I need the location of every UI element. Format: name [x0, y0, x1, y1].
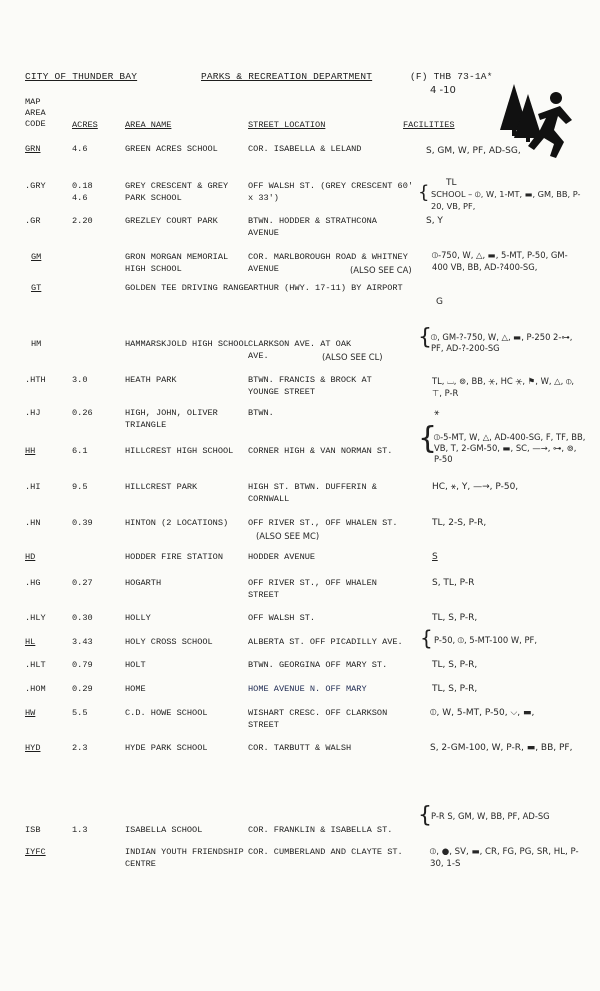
row-facilities: S, GM, W, PF, AD-SG, — [426, 146, 521, 156]
row-acres: 3.43 — [72, 637, 93, 647]
column-header-acres: ACRES — [72, 120, 98, 130]
page-note: 4 -10 — [430, 85, 456, 96]
column-header-location: STREET LOCATION — [248, 120, 326, 130]
row-name: GOLDEN TEE DRIVING RANGE — [125, 283, 249, 293]
row-location: COR. MARLBOROUGH ROAD & WHITNEY AVENUE — [248, 252, 408, 274]
row-name: C.D. HOWE SCHOOL — [125, 708, 208, 718]
row-acres: 2.3 — [72, 743, 88, 753]
row-name: HILLCREST HIGH SCHOOL — [125, 446, 234, 456]
row-acres: 1.3 — [72, 825, 88, 835]
row-location: OFF RIVER ST., OFF WHALEN STREET — [248, 578, 377, 600]
row-facilities: ⦶, ●, SV, ▬, CR, FG, PG, SR, HL, P-30, 1-S — [430, 847, 579, 869]
row-location: BTWN. — [248, 408, 274, 418]
row-location: WISHART CRESC. OFF CLARKSON STREET — [248, 708, 388, 730]
row-location: COR. FRANKLIN & ISABELLA ST. — [248, 825, 393, 835]
row-location: COR. TARBUTT & WALSH — [248, 743, 352, 753]
row-facilities: ⦶-750, W, △, ▬, 5-MT, P-50, GM-400 VB, BB, AD-?400-SG, — [432, 250, 568, 272]
row-location: ALBERTA ST. OFF PICADILLY AVE. — [248, 637, 403, 647]
row-acres: 0.39 — [72, 518, 93, 528]
row-code: HD — [25, 552, 36, 562]
row-acres: 0.18 — [72, 181, 93, 191]
row-code: .HLY — [25, 613, 46, 623]
row-name: GRON MORGAN MEMORIAL HIGH SCHOOL — [125, 252, 229, 274]
row-facilities: TL, S, P-R, — [432, 660, 478, 670]
row-location: HODDER AVENUE — [248, 552, 316, 562]
row-acres: 3.0 — [72, 375, 88, 385]
column-header-name: AREA NAME — [125, 120, 172, 130]
row-location: OFF WALSH ST. — [248, 613, 316, 623]
row-name: GREY CRESCENT & GREY PARK SCHOOL — [125, 181, 229, 203]
row-code: .GRY — [25, 181, 46, 191]
column-header-facilities: FACILITIES — [403, 120, 455, 130]
row-facilities: TL — [446, 178, 457, 188]
row-facilities: TL, S, P-R, — [432, 613, 478, 623]
document-reference: (F) THB 73-1A* — [410, 71, 493, 82]
location-note: (ALSO SEE CA) — [350, 265, 412, 275]
city-title: CITY OF THUNDER BAY — [25, 71, 138, 82]
row-code: .HN — [25, 518, 41, 528]
row-facilities: S — [432, 552, 438, 562]
row-acres-second: 4.6 — [72, 193, 88, 203]
row-location: COR. CUMBERLAND AND CLAYTE ST. — [248, 847, 403, 857]
row-name: ISABELLA SCHOOL — [125, 825, 203, 835]
row-code: .HG — [25, 578, 41, 588]
row-code: .HJ — [25, 408, 41, 418]
row-location: BTWN. FRANCIS & BROCK AT YOUNGE STREET — [248, 375, 372, 397]
row-facilities: ⦶, GM-?-750, W, △, ▬, P-250 2-⊶, PF, AD-?-200-SG — [431, 332, 573, 353]
row-name: HINTON (2 LOCATIONS) — [125, 518, 229, 528]
row-code: HW — [25, 708, 36, 718]
row-facilities: ⦶, W, 5-MT, P-50, ⌵, ▬, — [430, 708, 535, 718]
row-name: HYDE PARK SCHOOL — [125, 743, 208, 753]
row-acres: 0.79 — [72, 660, 93, 670]
row-facilities: ⚹ — [434, 408, 440, 418]
row-facilities: S, Y — [426, 216, 443, 226]
row-code: HM — [31, 339, 42, 349]
row-location: OFF RIVER ST., OFF WHALEN ST. — [248, 518, 398, 528]
row-name: HOLLY — [125, 613, 151, 623]
row-location: BTWN. HODDER & STRATHCONA AVENUE — [248, 216, 377, 238]
row-name: INDIAN YOUTH FRIENDSHIP CENTRE — [125, 847, 244, 869]
row-name: HAMMARSKJOLD HIGH SCHOOL — [125, 339, 249, 349]
brace-icon: { — [420, 626, 433, 650]
row-facilities: TL, S, P-R, — [432, 684, 478, 694]
brace-icon: { — [418, 325, 432, 350]
brace-icon: { — [418, 421, 438, 456]
row-name: HOGARTH — [125, 578, 162, 588]
row-facilities: S, TL, P-R — [432, 578, 475, 588]
row-location: CORNER HIGH & VAN NORMAN ST. — [248, 446, 393, 456]
row-name: HOME — [125, 684, 146, 694]
row-location: HOME AVENUE N. OFF MARY — [248, 684, 367, 694]
row-name: GREZLEY COURT PARK — [125, 216, 218, 226]
row-name: HOLT — [125, 660, 146, 670]
row-facilities: G — [436, 297, 443, 307]
row-acres: 9.5 — [72, 482, 88, 492]
row-name: HEATH PARK — [125, 375, 177, 385]
row-acres: 6.1 — [72, 446, 88, 456]
row-facilities: ⦶-5-MT, W, △, AD-400-SG, F, TF, BB, VB, T, 2-GM-50, ▬, SC, —→, ⊶, ⊚, P-50 — [434, 432, 586, 464]
location-note: (ALSO SEE MC) — [256, 531, 320, 541]
column-header-code: MAP AREA CODE — [25, 97, 46, 129]
row-acres: 0.30 — [72, 613, 93, 623]
row-location: HIGH ST. BTWN. DUFFERIN & CORNWALL — [248, 482, 377, 504]
row-location: BTWN. GEORGINA OFF MARY ST. — [248, 660, 388, 670]
row-code: .HLT — [25, 660, 46, 670]
row-facilities: P-R S, GM, W, BB, PF, AD-SG — [431, 811, 550, 821]
row-code: ISB — [25, 825, 41, 835]
row-facilities: TL, ⌴, ⊚, BB, ⚹, HC ⚹, ⚑, W, △, ⦶, ⊤, P-R — [432, 376, 575, 398]
row-code: .HTH — [25, 375, 46, 385]
row-acres: 0.27 — [72, 578, 93, 588]
row-acres: 0.26 — [72, 408, 93, 418]
row-facilities: HC, ⚹, Y, —→, P-50, — [432, 482, 519, 492]
row-code: HYD — [25, 743, 41, 753]
brace-icon: { — [418, 182, 430, 203]
row-code: GRN — [25, 144, 41, 154]
row-name: HOLY CROSS SCHOOL — [125, 637, 213, 647]
row-code: IYFC — [25, 847, 46, 857]
row-name: HILLCREST PARK — [125, 482, 198, 492]
row-facilities-second: SCHOOL – ⦶, W, 1-MT, ▬, GM, BB, P-20, VB, PF, — [431, 189, 581, 211]
row-code: HL — [25, 637, 36, 647]
row-name: HODDER FIRE STATION — [125, 552, 223, 562]
row-code: GM — [31, 252, 42, 262]
row-acres: 2.20 — [72, 216, 93, 226]
row-acres: 5.5 — [72, 708, 88, 718]
row-location: COR. ISABELLA & LELAND — [248, 144, 362, 154]
row-facilities: TL, 2-S, P-R, — [432, 518, 487, 528]
row-location: CLARKSON AVE. AT OAK AVE. — [248, 339, 352, 361]
row-code: .GR — [25, 216, 41, 226]
row-acres: 4.6 — [72, 144, 88, 154]
location-note: (ALSO SEE CL) — [322, 352, 383, 362]
row-code: GT — [31, 283, 42, 293]
row-facilities: S, 2-GM-100, W, P-R, ▬, BB, PF, — [430, 743, 573, 753]
row-name: HIGH, JOHN, OLIVER TRIANGLE — [125, 408, 218, 430]
row-name: GREEN ACRES SCHOOL — [125, 144, 218, 154]
brace-icon: { — [418, 803, 432, 828]
row-code: HH — [25, 446, 36, 456]
row-location: ARTHUR (HWY. 17-11) BY AIRPORT — [248, 283, 403, 293]
department-title: PARKS & RECREATION DEPARTMENT — [201, 71, 373, 82]
row-facilities: P-50, ⦶, 5-MT-100 W, PF, — [434, 635, 538, 645]
row-location: OFF WALSH ST. (GREY CRESCENT 60' x 33') — [248, 181, 414, 203]
row-code: .HI — [25, 482, 41, 492]
row-acres: 0.29 — [72, 684, 93, 694]
row-code: .HOM — [25, 684, 46, 694]
